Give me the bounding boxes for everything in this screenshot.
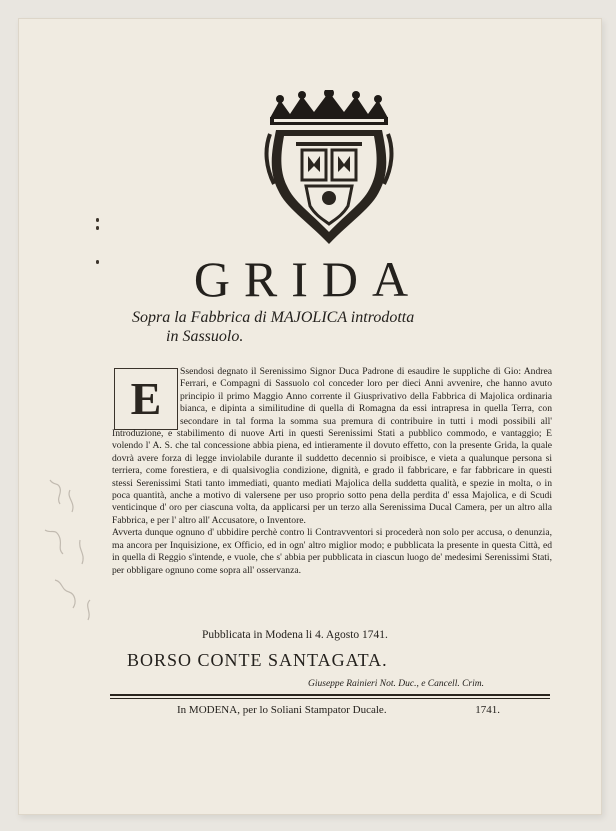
document-title: GRIDA [193, 251, 423, 307]
notary-line: Giuseppe Rainieri Not. Duc., e Cancell. Crim. [308, 679, 484, 689]
decree-body [112, 366, 552, 577]
decree-paragraph-2: Avverta dunque ognuno d' ubbidire perchè contro li Contravventori si procederà non solo per accusa, o denunzia, ma ancora per Inquisizione, ex Officio, ed in ogn' altro miglior modo; e pubblicata la presente in questa Città, ed in quella di Reggio s'intende, e vuole, che s' abbia per pubblicata in ciascun luogo de' medesimi Serenissimi Stati, per obbligare ognuno come sopra all' osservanza. [112, 527, 552, 576]
subtitle-line-1: Sopra la Fabbrica di MAJOLICA introdotta [132, 309, 415, 326]
margin-mark [96, 226, 99, 230]
margin-mark [96, 218, 99, 222]
divider-rule [110, 694, 550, 696]
divider-rule-thin [110, 698, 550, 699]
printer-year: 1741. [475, 704, 500, 716]
drop-cap-letter: E [130, 373, 162, 424]
margin-mark [96, 260, 99, 264]
publication-line: Pubblicata in Modena li 4. Agosto 1741. [202, 629, 388, 641]
printer-imprint [177, 704, 500, 716]
decree-paragraph-1: Ssendosi degnato il Serenissimo Signor Duca Padrone di esaudire le suppliche di Gio: Andrea Ferrari, e Compagni di Sassuolo col conceder loro per dieci Anni avvenire, che hanno avuto principio il primo Maggio Anno corrente il Giusprivativo della Fabbrica di Majolica ordinaria bianca, e dipinta a similitudine di quella di Romagna da essi intrapresa in quella Terra, con secondare in tal forma la somma sua premura di contribuire in tutti i modi possibili all' Introduzione, e stabilimento di nuove Arti in questi Serenissimi Stati a pubblico commodo, e vantaggio; E volendo l' A. S. che tal concessione abbia piena, ed intieramente il dovuto effetto, con la presente Grida, la quale dovrà avere forza di legge inviolabile durante il suddetto decennio si proibisce, e vieta a qualunque persona si terriera, come forestiera, e di qualsivoglia condizione, dignità, e grado il fabbricare, e far fabbricare in questi stessi Serenissimi Stati tanto immediati, quanto mediati Majolica della suddetta qualità, e spezie in molta, o in poca quantità, anche a motivo di valersene per uso proprio sotto pena della perdita d' essa Majolica, e di Scudi venticinque d' oro per ciascuna volta, da applicarsi per un terzo alla Serenissima Ducal Camera, per un altro alla Fabbrica, e per l' altro all' Accusatore, o Inventore. [112, 366, 552, 526]
document-subtitle [132, 308, 552, 346]
ducal-coat-of-arms [262, 90, 396, 246]
signatory-name: BORSO CONTE SANTAGATA. [127, 650, 388, 670]
faded-margin-handwriting [30, 470, 110, 630]
printer-name: In MODENA, per lo Soliani Stampator Ducale. [177, 704, 387, 716]
subtitle-line-2: in Sassuolo. [166, 328, 244, 345]
